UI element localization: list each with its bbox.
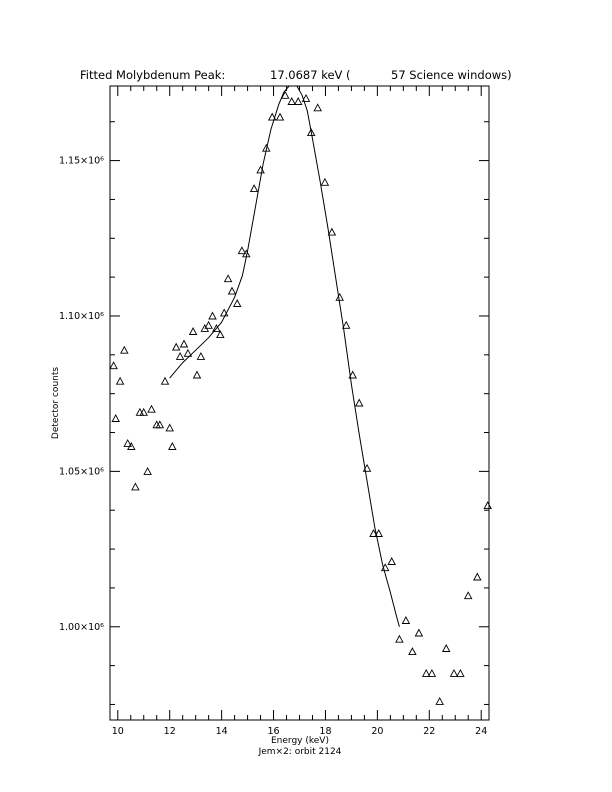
data-point bbox=[451, 670, 458, 677]
data-point bbox=[336, 294, 343, 301]
x-axis-label: Energy (keV) bbox=[271, 736, 329, 746]
data-point bbox=[257, 166, 264, 173]
data-point bbox=[117, 378, 124, 385]
y-tick-label: 1.15×10⁶ bbox=[58, 155, 104, 167]
data-point bbox=[288, 98, 295, 105]
data-point bbox=[321, 179, 328, 186]
data-point bbox=[415, 630, 422, 637]
data-point bbox=[251, 185, 258, 192]
x-tick-label: 20 bbox=[371, 726, 384, 737]
plot-frame bbox=[110, 86, 489, 720]
data-point bbox=[169, 443, 176, 450]
data-point bbox=[110, 362, 117, 369]
data-point bbox=[356, 400, 363, 407]
data-point bbox=[465, 592, 472, 599]
data-point bbox=[121, 347, 128, 354]
x-axis bbox=[112, 86, 488, 737]
data-point bbox=[484, 502, 491, 509]
data-point bbox=[217, 331, 224, 338]
data-point bbox=[181, 341, 188, 348]
fit-series bbox=[170, 86, 400, 627]
fit-curve-line bbox=[170, 86, 400, 627]
x-tick-label: 18 bbox=[319, 726, 332, 737]
data-point bbox=[229, 288, 236, 295]
data-point bbox=[132, 483, 139, 490]
y-axis-label: Detector counts bbox=[51, 366, 61, 440]
data-point bbox=[328, 229, 335, 236]
chart-title-part-1: Fitted Molybdenum Peak: bbox=[80, 68, 226, 82]
data-point bbox=[238, 247, 245, 254]
data-point bbox=[112, 415, 119, 422]
y-tick-label: 1.00×10⁶ bbox=[58, 621, 104, 633]
data-point bbox=[173, 344, 180, 351]
data-point bbox=[194, 372, 201, 379]
data-point bbox=[166, 424, 173, 431]
data-point bbox=[177, 353, 184, 360]
data-point bbox=[409, 648, 416, 655]
data-point bbox=[225, 275, 232, 282]
data-series bbox=[110, 92, 491, 705]
y-tick-label: 1.10×10⁶ bbox=[58, 310, 104, 322]
data-point bbox=[443, 645, 450, 652]
data-point bbox=[314, 104, 321, 111]
x-tick-label: 10 bbox=[111, 726, 124, 737]
x-tick-label: 16 bbox=[267, 726, 280, 737]
data-point bbox=[396, 636, 403, 643]
data-point bbox=[144, 468, 151, 475]
data-point bbox=[474, 574, 481, 581]
data-point bbox=[388, 558, 395, 565]
x-tick-label: 12 bbox=[163, 726, 176, 737]
x-tick-label: 24 bbox=[475, 726, 488, 737]
chart-title-part-2: 17.0687 keV ( bbox=[270, 68, 351, 82]
data-point bbox=[457, 670, 464, 677]
x-tick-label: 22 bbox=[423, 726, 436, 737]
data-point bbox=[190, 328, 197, 335]
data-point bbox=[234, 300, 241, 307]
data-point bbox=[436, 698, 443, 705]
chart-footer: Jem×2: orbit 2124 bbox=[258, 747, 342, 757]
data-point bbox=[162, 378, 169, 385]
data-point bbox=[197, 353, 204, 360]
y-axis bbox=[59, 122, 489, 705]
chart-title-part-3: 57 Science windows) bbox=[391, 68, 512, 82]
data-point bbox=[148, 406, 155, 413]
y-tick-label: 1.05×10⁶ bbox=[58, 466, 104, 478]
x-tick-label: 14 bbox=[215, 726, 228, 737]
data-point bbox=[295, 98, 302, 105]
data-point bbox=[209, 313, 216, 320]
data-point bbox=[402, 617, 409, 624]
data-point bbox=[277, 114, 284, 121]
